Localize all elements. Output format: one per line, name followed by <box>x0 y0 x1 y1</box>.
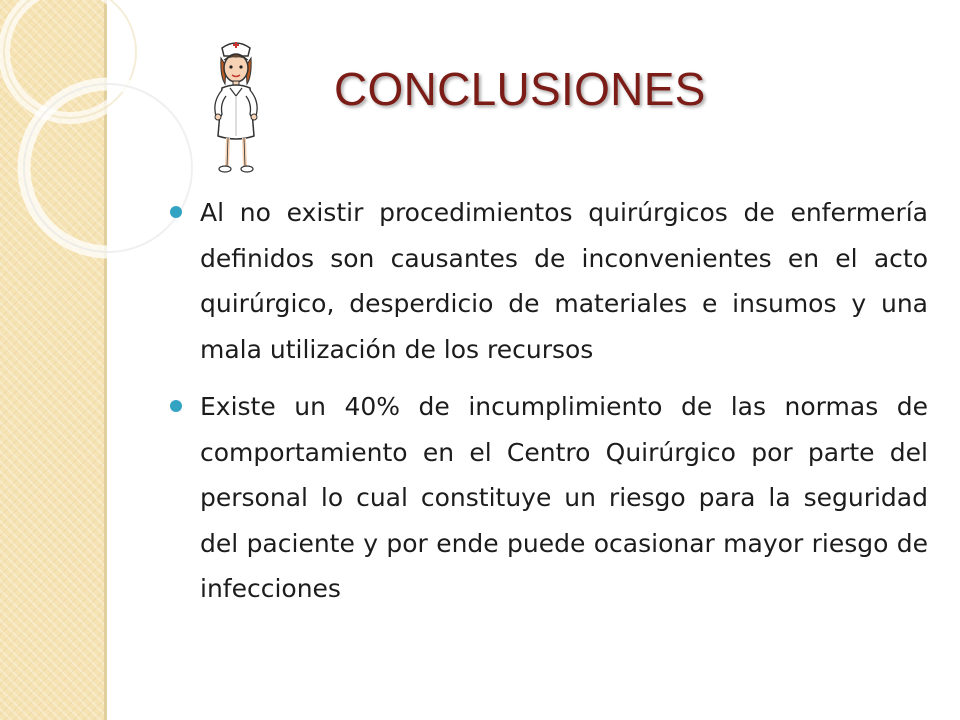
slide-title: CONCLUSIONES <box>334 63 706 115</box>
bullet-dot-icon <box>170 206 182 218</box>
bullet-dot-icon <box>170 400 182 412</box>
bullet-list <box>166 190 928 624</box>
bullet-text: Existe un 40% de incumplimiento de las normas de comportamiento en el Centro Quirúrgico por parte del personal lo cual constituye un riesgo para la seguridad del paciente y por ende puede ocasionar mayor riesgo de infecciones <box>200 392 928 603</box>
bullet-item <box>166 190 928 372</box>
bullet-item <box>166 384 928 612</box>
bullet-text: Al no existir procedimientos quirúrgicos de enfermería definidos son causantes de inconvenientes en el acto quirúrgico, desperdicio de materiales e insumos y una mala utilización de los recursos <box>200 198 928 364</box>
nurse-icon <box>200 36 272 178</box>
